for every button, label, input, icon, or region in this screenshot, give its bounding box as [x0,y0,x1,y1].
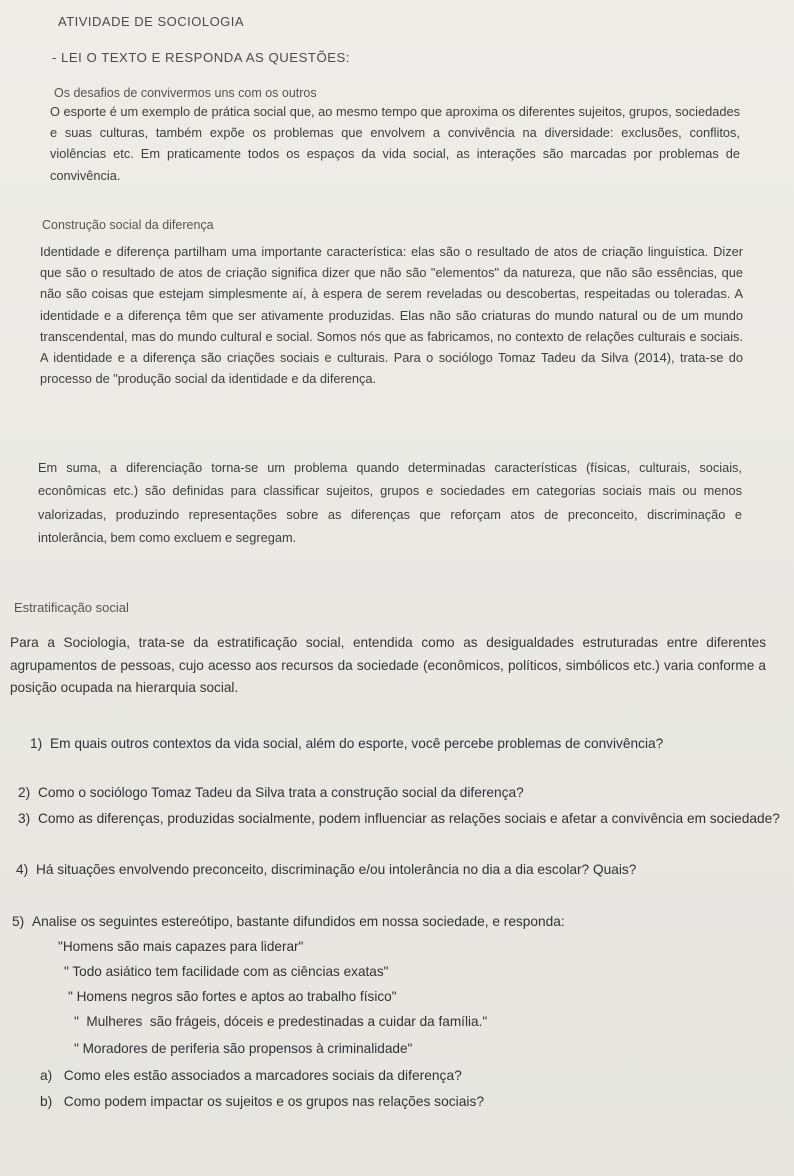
question-2 [18,782,778,805]
stereotype-3: " Homens negros são fortes e aptos ao trabalho físico" [68,989,397,1004]
question-text: Em quais outros contextos da vida social, além do esporte, você percebe problemas de convivência? [50,736,664,751]
stereotype-4: " Mulheres são frágeis, dóceis e predestinadas a cuidar da família." [74,1014,488,1029]
question-4 [16,859,792,882]
paragraph-sport: O esporte é um exemplo de prática social que, ao mesmo tempo que aproxima os diferentes sujeitos, grupos, sociedades e suas culturas, também expõe os problemas que envolvem a convivência na diversidade: exclusões, conflitos, violências etc. Em praticamente todos os espaços da vida social, as interações são marcadas por problemas de convivência. [50,104,740,183]
stereotype-5: " Moradores de periferia são propensos à criminalidade" [74,1041,413,1056]
question-number: 4) [16,862,29,877]
paragraph-summary: Em suma, a diferenciação torna-se um problema quando determinadas características (físicas, culturais, sociais, econômicas etc.) são definidas para classificar sujeitos, grupos e sociedades em categorias sociais mais ou menos valorizadas, produzindo representações sobre as diferenças que reforçam atos de preconceito, discriminação e intolerância, bem como excluem e segregam. [38,460,742,546]
subquestion-text: Como eles estão associados a marcadores sociais da diferença? [63,1068,462,1083]
paragraph-stratification: Para a Sociologia, trata-se da estratificação social, entendida como as desigualdades estruturadas entre diferentes agrupamentos de pessoas, cujo acesso aos recursos da sociedade (econômicos, políticos, simbólicos etc.) varia conforme a posição ocupada na hierarquia social. [10,635,766,695]
question-number: 1) [30,736,43,751]
worksheet-title: ATIVIDADE DE SOCIOLOGIA [58,14,245,29]
question-text: Como o sociólogo Tomaz Tadeu da Silva trata a construção social da diferença? [38,785,524,800]
section-heading-stratification: Estratificação social [14,600,129,615]
paragraph-identity: Identidade e diferença partilham uma importante característica: elas são o resultado de atos de criação linguística. Dizer que são o resultado de atos de criação significa dizer que não são "elementos" da natureza, que não são essências, que não são coisas que estejam simplesmente aí, à espera de serem reveladas ou descobertas, respeitadas ou toleradas. A identidade e a diferença têm que ser ativamente produzidas. Elas não são criaturas do mundo natural ou de um mundo transcendental, mas do mundo cultural e social. Somos nós que as fabricamos, no contexto de relações culturais e sociais. A identidade e a diferença são criações sociais e culturais. Para o sociólogo Tomaz Tadeu da Silva (2014), trata-se do processo de "produção social da identidade e da diferença. [40,244,743,387]
stereotype-1: "Homens são mais capazes para liderar" [58,939,304,954]
question-1 [30,733,776,756]
question-text: Analise os seguintes estereótipo, bastante difundidos em nossa sociedade, e responda: [32,914,565,929]
section-heading-challenges: Os desafios de convivermos uns com os outros [54,86,317,100]
question-number: 3) [18,811,31,826]
subquestion-b [40,1094,484,1109]
question-number: 2) [18,785,31,800]
question-5 [12,911,794,934]
instruction-line: - LEI O TEXTO E RESPONDA AS QUESTÕES: [52,50,350,65]
question-text: Há situações envolvendo preconceito, discriminação e/ou intolerância no dia a dia escolar? Quais? [36,862,637,877]
question-text: Como as diferenças, produzidas socialmente, podem influenciar as relações sociais e afetar a convivência em sociedade? [38,811,780,826]
stereotype-2: " Todo asiático tem facilidade com as ciências exatas" [64,964,389,979]
subquestion-letter: a) [40,1068,53,1083]
subquestion-letter: b) [40,1094,53,1109]
section-heading-construction: Construção social da diferença [42,218,214,232]
question-3 [18,808,786,831]
subquestion-a [40,1068,462,1083]
subquestion-text: Como podem impactar os sujeitos e os grupos nas relações sociais? [63,1094,485,1109]
question-number: 5) [12,914,25,929]
